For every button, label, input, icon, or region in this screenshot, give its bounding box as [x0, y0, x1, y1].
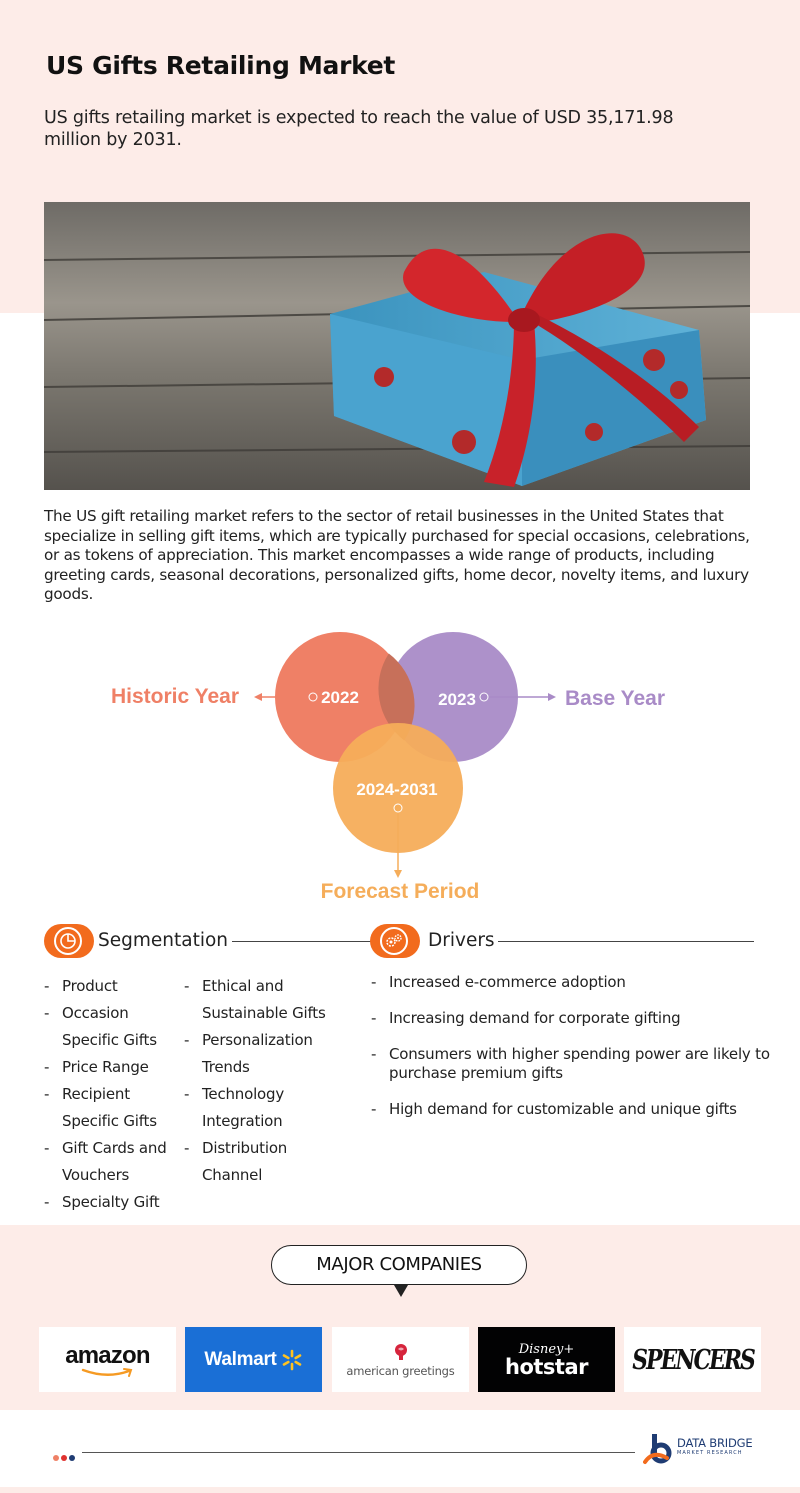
spencers-logo: SPENCERS [624, 1327, 761, 1392]
major-companies-title: MAJOR COMPANIES [271, 1245, 527, 1285]
disney-hotstar-logo: Disney+ hotstar [478, 1327, 615, 1392]
data-bridge-logo: DATA BRIDGE MARKET RESEARCH [643, 1432, 763, 1468]
walmart-logo: Walmart [185, 1327, 322, 1392]
historic-year-value: 2022 [321, 688, 359, 707]
segmentation-badge [44, 924, 94, 958]
market-description: The US gift retailing market refers to the sector of retail businesses in the United States that specialize in selling gift items, which are typically purchased for special occasions, celebrations, or as tokens of appreciation. This market encompasses a wide range of products, including greeting cards, seasonal decorations, personalized gifts, home decor, novelty items, and luxury goods. [44, 507, 750, 603]
segmentation-list-2 [184, 973, 344, 1189]
footer-dots [53, 1448, 77, 1466]
segmentation-header [44, 922, 374, 960]
list-item: - Increasing demand for corporate gifting [371, 1009, 771, 1028]
drivers-list [371, 973, 771, 1136]
base-year-value: 2023 [438, 690, 476, 709]
list-item: - Price Range [44, 1054, 184, 1081]
segmentation-divider [232, 941, 374, 942]
rose-icon [393, 1343, 409, 1361]
list-item: - Technology Integration [184, 1081, 344, 1135]
list-item: - Recipient Specific Gifts [44, 1081, 184, 1135]
bottom-strip [0, 1487, 800, 1493]
page-title: US Gifts Retailing Market [46, 51, 396, 80]
list-item: - Increased e-commerce adoption [371, 973, 771, 992]
walmart-spark-icon [281, 1349, 303, 1371]
list-item: - Product [44, 973, 184, 1000]
footer-divider [82, 1452, 635, 1453]
list-item: - Consumers with higher spending power are likely to purchase premium gifts [371, 1045, 771, 1083]
list-item: - Personalization Trends [184, 1027, 344, 1081]
market-value-summary: US gifts retailing market is expected to reach the value of USD 35,171.98 million by 2031. [44, 108, 674, 150]
list-item: - Gift Cards and Vouchers [44, 1135, 184, 1189]
forecast-period-label: Forecast Period [320, 880, 480, 903]
historic-year-label: Historic Year [110, 685, 240, 708]
drivers-title: Drivers [428, 930, 495, 951]
timeline-venn [0, 620, 800, 920]
segmentation-title: Segmentation [98, 930, 229, 951]
gift-box-photo [44, 202, 750, 490]
list-item: - High demand for customizable and unique gifts [371, 1100, 771, 1119]
drivers-header [370, 922, 760, 960]
major-companies-section [0, 1225, 800, 1410]
drivers-badge [370, 924, 420, 958]
forecast-year-value: 2024-2031 [356, 780, 438, 799]
pie-chart-icon [56, 929, 80, 953]
amazon-logo: amazon [39, 1327, 176, 1392]
american-greetings-logo: american greetings [332, 1327, 469, 1392]
list-item: - Ethical and Sustainable Gifts [184, 973, 344, 1027]
list-item: - Distribution Channel [184, 1135, 344, 1189]
down-arrow-icon [394, 1285, 408, 1297]
gears-icon [382, 929, 406, 953]
amazon-smile-icon [79, 1367, 139, 1379]
base-year-label: Base Year [564, 687, 666, 710]
list-item: - Specialty Gift [44, 1189, 184, 1216]
list-item: - Occasion Specific Gifts [44, 1000, 184, 1054]
drivers-divider [498, 941, 754, 942]
segmentation-list-1 [44, 973, 184, 1216]
data-bridge-mark-icon [643, 1432, 675, 1466]
